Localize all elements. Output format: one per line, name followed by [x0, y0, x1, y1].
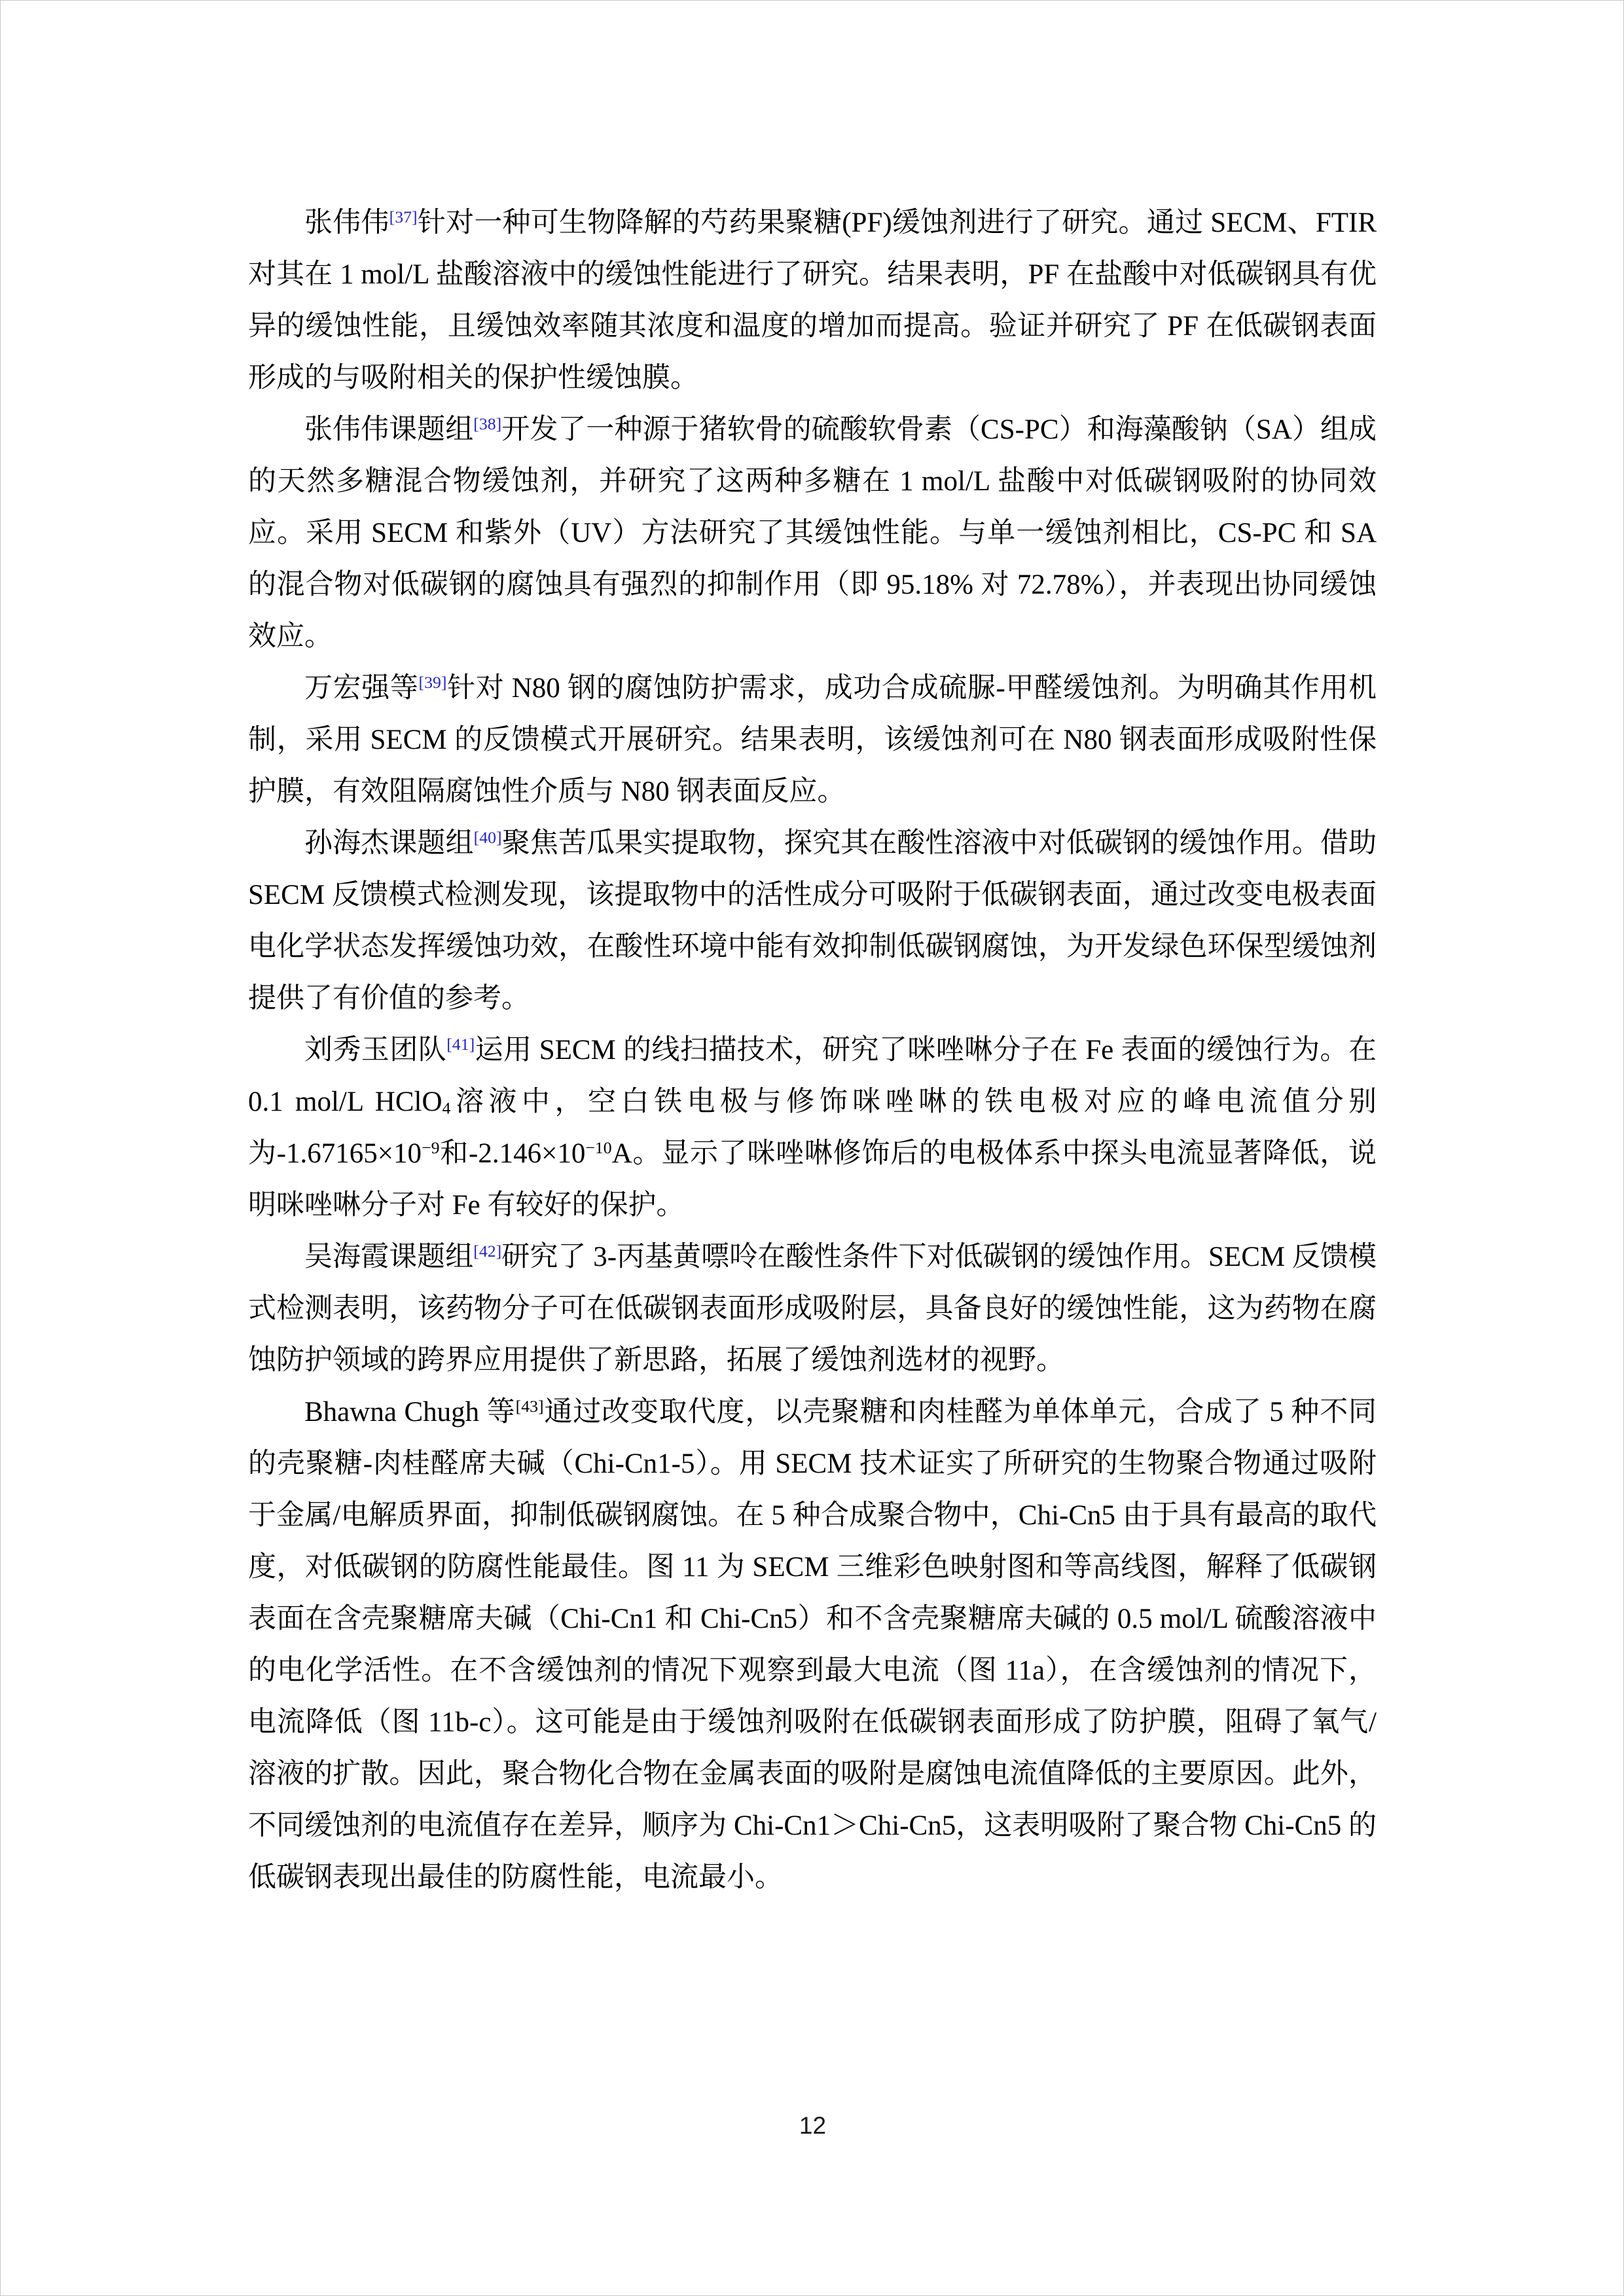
page-footer — [1, 2109, 1624, 2142]
text-run: 开发了一种源于猪软骨的硫酸软骨素（CS-PC）和海藻酸钠（SA）组成的天然多糖混合物缓蚀剂，并研究了这两种多糖在 1 mol/L 盐酸中对低碳钢吸附的协同效应。采用 SECM 和紫外（UV）方法研究了其缓蚀性能。与单一缓蚀剂相比，CS-PC 和 SA 的混合物对低碳钢的腐蚀具有强烈的抑制作用（即 95.18% 对 72.78%），并表现出协同缓蚀效应。 — [248, 414, 1377, 652]
superscript-text: −9 — [422, 1138, 440, 1157]
text-run: 刘秀玉团队 — [304, 1035, 447, 1066]
paragraph — [248, 662, 1377, 817]
text-run: 和-2.146×10 — [439, 1138, 586, 1169]
text-run: 吴海霞课题组 — [304, 1242, 474, 1272]
subscript-text: 4 — [442, 1098, 451, 1118]
citation-ref[interactable]: [38] — [473, 414, 502, 433]
citation-ref[interactable]: [37] — [389, 207, 418, 226]
text-run: Bhawna Chugh 等 — [304, 1397, 516, 1427]
paragraph — [248, 1231, 1377, 1386]
citation-ref[interactable]: [39] — [418, 672, 447, 692]
citation-ref[interactable]: [42] — [473, 1241, 502, 1261]
text-run: 运用 SECM 的线扫描技术，研究了咪唑啉分子在 Fe 表面的缓蚀行为。在 0.1 mol/L HClO — [248, 1035, 1377, 1117]
text-run: 溶液中，空白铁电极与修饰咪唑啉的铁电极对应的峰电流值分别为-1.67165×10 — [248, 1086, 1377, 1169]
text-run: 孙海杰课题组 — [304, 828, 474, 859]
paragraph — [248, 1386, 1377, 1903]
paragraph — [248, 817, 1377, 1024]
text-run: 张伟伟课题组 — [304, 414, 474, 445]
citation-ref[interactable]: [41] — [446, 1034, 475, 1054]
text-run: 张伟伟 — [304, 207, 389, 238]
text-run: 针对一种可生物降解的芍药果聚糖(PF)缓蚀剂进行了研究。通过 SECM、FTIR 对其在 1 mol/L 盐酸溶液中的缓蚀性能进行了研究。结果表明，PF 在盐酸中对低碳钢具有优异的缓蚀性能，且缓蚀效率随其浓度和温度的增加而提高。验证并研究了 PF 在低碳钢表面形成的与吸附相关的保护性缓蚀膜。 — [248, 207, 1377, 393]
page-number: 12 — [799, 2112, 827, 2139]
text-run: 聚焦苦瓜果实提取物，探究其在酸性溶液中对低碳钢的缓蚀作用。借助 SECM 反馈模式检测发现，该提取物中的活性成分可吸附于低碳钢表面，通过改变电极表面电化学状态发挥缓蚀功效，在酸性环境中能有效抑制低碳钢腐蚀，为开发绿色环保型缓蚀剂提供了有价值的参考。 — [248, 828, 1377, 1014]
paragraph — [248, 1024, 1377, 1231]
paragraph — [248, 404, 1377, 662]
superscript-text: −10 — [585, 1138, 612, 1157]
text-run: A。显示了咪唑啉修饰后的电极体系中探头电流显著降低，说明咪唑啉分子对 Fe 有较好的保护。 — [248, 1138, 1377, 1221]
document-body — [248, 197, 1377, 1903]
citation-ref[interactable]: [40] — [473, 827, 502, 847]
text-run: 通过改变取代度，以壳聚糖和肉桂醛为单体单元，合成了 5 种不同的壳聚糖-肉桂醛席夫碱（Chi-Cn1-5）。用 SECM 技术证实了所研究的生物聚合物通过吸附于金属/电解质界面，抑制低碳钢腐蚀。在 5 种合成聚合物中，Chi-Cn5 由于具有最高的取代度，对低碳钢的防腐性能最佳。图 11 为 SECM 三维彩色映射图和等高线图，解释了低碳钢表面在含壳聚糖席夫碱（Chi-Cn1 和 Chi-Cn5）和不含壳聚糖席夫碱的 0.5 mol/L 硫酸溶液中的电化学活性。在不含缓蚀剂的情况下观察到最大电流（图 11a），在含缓蚀剂的情况下，电流降低（图 11b-c）。这可能是由于缓蚀剂吸附在低碳钢表面形成了防护膜，阻碍了氧气/溶液的扩散。因此，聚合物化合物在金属表面的吸附是腐蚀电流值降低的主要原因。此外，不同缓蚀剂的电流值存在差异，顺序为 Chi-Cn1＞Chi-Cn5，这表明吸附了聚合物 Chi-Cn5 的低碳钢表现出最佳的防腐性能，电流最小。 — [248, 1397, 1377, 1893]
superscript-text: [43] — [515, 1396, 544, 1416]
text-run: 针对 N80 钢的腐蚀防护需求，成功合成硫脲-甲醛缓蚀剂。为明确其作用机制，采用 SECM 的反馈模式开展研究。结果表明，该缓蚀剂可在 N80 钢表面形成吸附性保护膜，有效阻隔腐蚀性介质与 N80 钢表面反应。 — [248, 673, 1377, 807]
text-run: 研究了 3-丙基黄嘌呤在酸性条件下对低碳钢的缓蚀作用。SECM 反馈模式检测表明，该药物分子可在低碳钢表面形成吸附层，具备良好的缓蚀性能，这为药物在腐蚀防护领域的跨界应用提供了新思路，拓展了缓蚀剂选材的视野。 — [248, 1242, 1377, 1376]
text-run: 万宏强等 — [304, 673, 419, 704]
paragraph — [248, 197, 1377, 404]
